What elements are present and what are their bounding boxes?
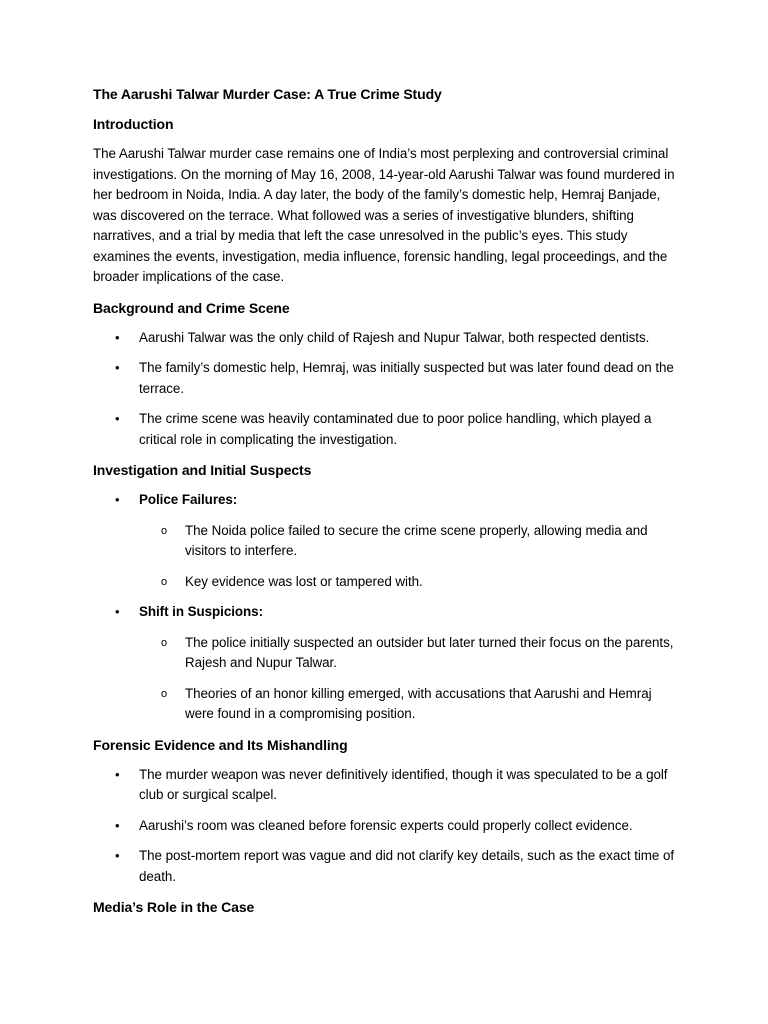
sub-list-item-text: Key evidence was lost or tampered with.: [185, 573, 423, 589]
list-group-label: Shift in Suspicions:: [139, 604, 263, 619]
list-item: [93, 816, 683, 837]
sub-list-item: [139, 684, 683, 725]
bullet-marker: •: [115, 492, 120, 507]
list-item-text: The murder weapon was never definitively identified, though it was speculated to be a golf club or surgical scalpel.: [139, 766, 668, 802]
bullet-marker: •: [115, 329, 120, 345]
sub-list-item: [139, 521, 683, 562]
introduction-paragraph: The Aarushi Talwar murder case remains one of India’s most perplexing and controversial criminal investigations. On the morning of May 16, 2008, 14-year-old Aarushi Talwar was found murdered in her bedroom in Noida, India. A day later, the body of the family’s domestic help, Hemraj Banjade, was discovered on the terrace. What followed was a series of investigative blunders, shifting narratives, and a trial by media that left the case unresolved in the public’s eyes. This study examines the events, investigation, media influence, forensic handling, legal proceedings, and the broader implications of the case.: [93, 146, 675, 284]
sub-list-item: [139, 572, 683, 593]
list-item: [93, 328, 683, 349]
sub-list-item-text: The police initially suspected an outsider but later turned their focus on the parents, Rajesh and Nupur Talwar.: [185, 634, 674, 670]
sub-bullet-marker: o: [161, 524, 168, 537]
sub-bullet-marker: o: [161, 687, 168, 700]
sub-list-item: [139, 633, 683, 674]
bullet-marker: •: [115, 766, 120, 782]
media-heading: Media’s Role in the Case: [93, 899, 255, 915]
list-item-text: The crime scene was heavily contaminated due to poor police handling, which played a critical role in complicating the investigation.: [139, 411, 652, 447]
bullet-marker: •: [115, 817, 120, 833]
sub-list: [139, 633, 683, 725]
list-group-label: Police Failures:: [139, 492, 238, 507]
investigation-heading: Investigation and Initial Suspects: [93, 462, 312, 478]
bullet-marker: •: [115, 604, 120, 619]
sub-bullet-marker: o: [161, 636, 168, 649]
list-item-text: Aarushi Talwar was the only child of Rajesh and Nupur Talwar, both respected dentists.: [139, 329, 650, 345]
background-heading: Background and Crime Scene: [93, 299, 290, 316]
bullet-marker: •: [115, 848, 120, 863]
list-item: [93, 846, 683, 887]
list-item: [93, 358, 683, 399]
list-item-text: The post-mortem report was vague and did not clarify key details, such as the exact time of death.: [139, 848, 675, 884]
document-page: [93, 84, 683, 927]
sub-list-item-text: The Noida police failed to secure the crime scene properly, allowing media and visitors to interfere.: [185, 522, 648, 558]
sub-list: [139, 521, 683, 593]
list-item: [93, 409, 683, 450]
background-list: [93, 328, 683, 451]
document-title: The Aarushi Talwar Murder Case: A True Crime Study: [93, 86, 442, 102]
list-item: [93, 602, 683, 725]
list-item-text: The family’s domestic help, Hemraj, was initially suspected but was later found dead on the terrace.: [139, 360, 674, 396]
bullet-marker: •: [115, 411, 120, 426]
list-item: [93, 765, 683, 806]
forensic-heading: Forensic Evidence and Its Mishandling: [93, 736, 348, 753]
list-item: [93, 490, 683, 592]
introduction-heading: Introduction: [93, 116, 174, 132]
sub-bullet-marker: o: [161, 575, 168, 588]
bullet-marker: •: [115, 360, 120, 375]
list-item-text: Aarushi’s room was cleaned before forensic experts could properly collect evidence.: [139, 817, 633, 833]
investigation-list: [93, 490, 683, 725]
forensic-list: [93, 765, 683, 888]
sub-list-item-text: Theories of an honor killing emerged, with accusations that Aarushi and Hemraj were found in a compromising position.: [185, 685, 652, 721]
